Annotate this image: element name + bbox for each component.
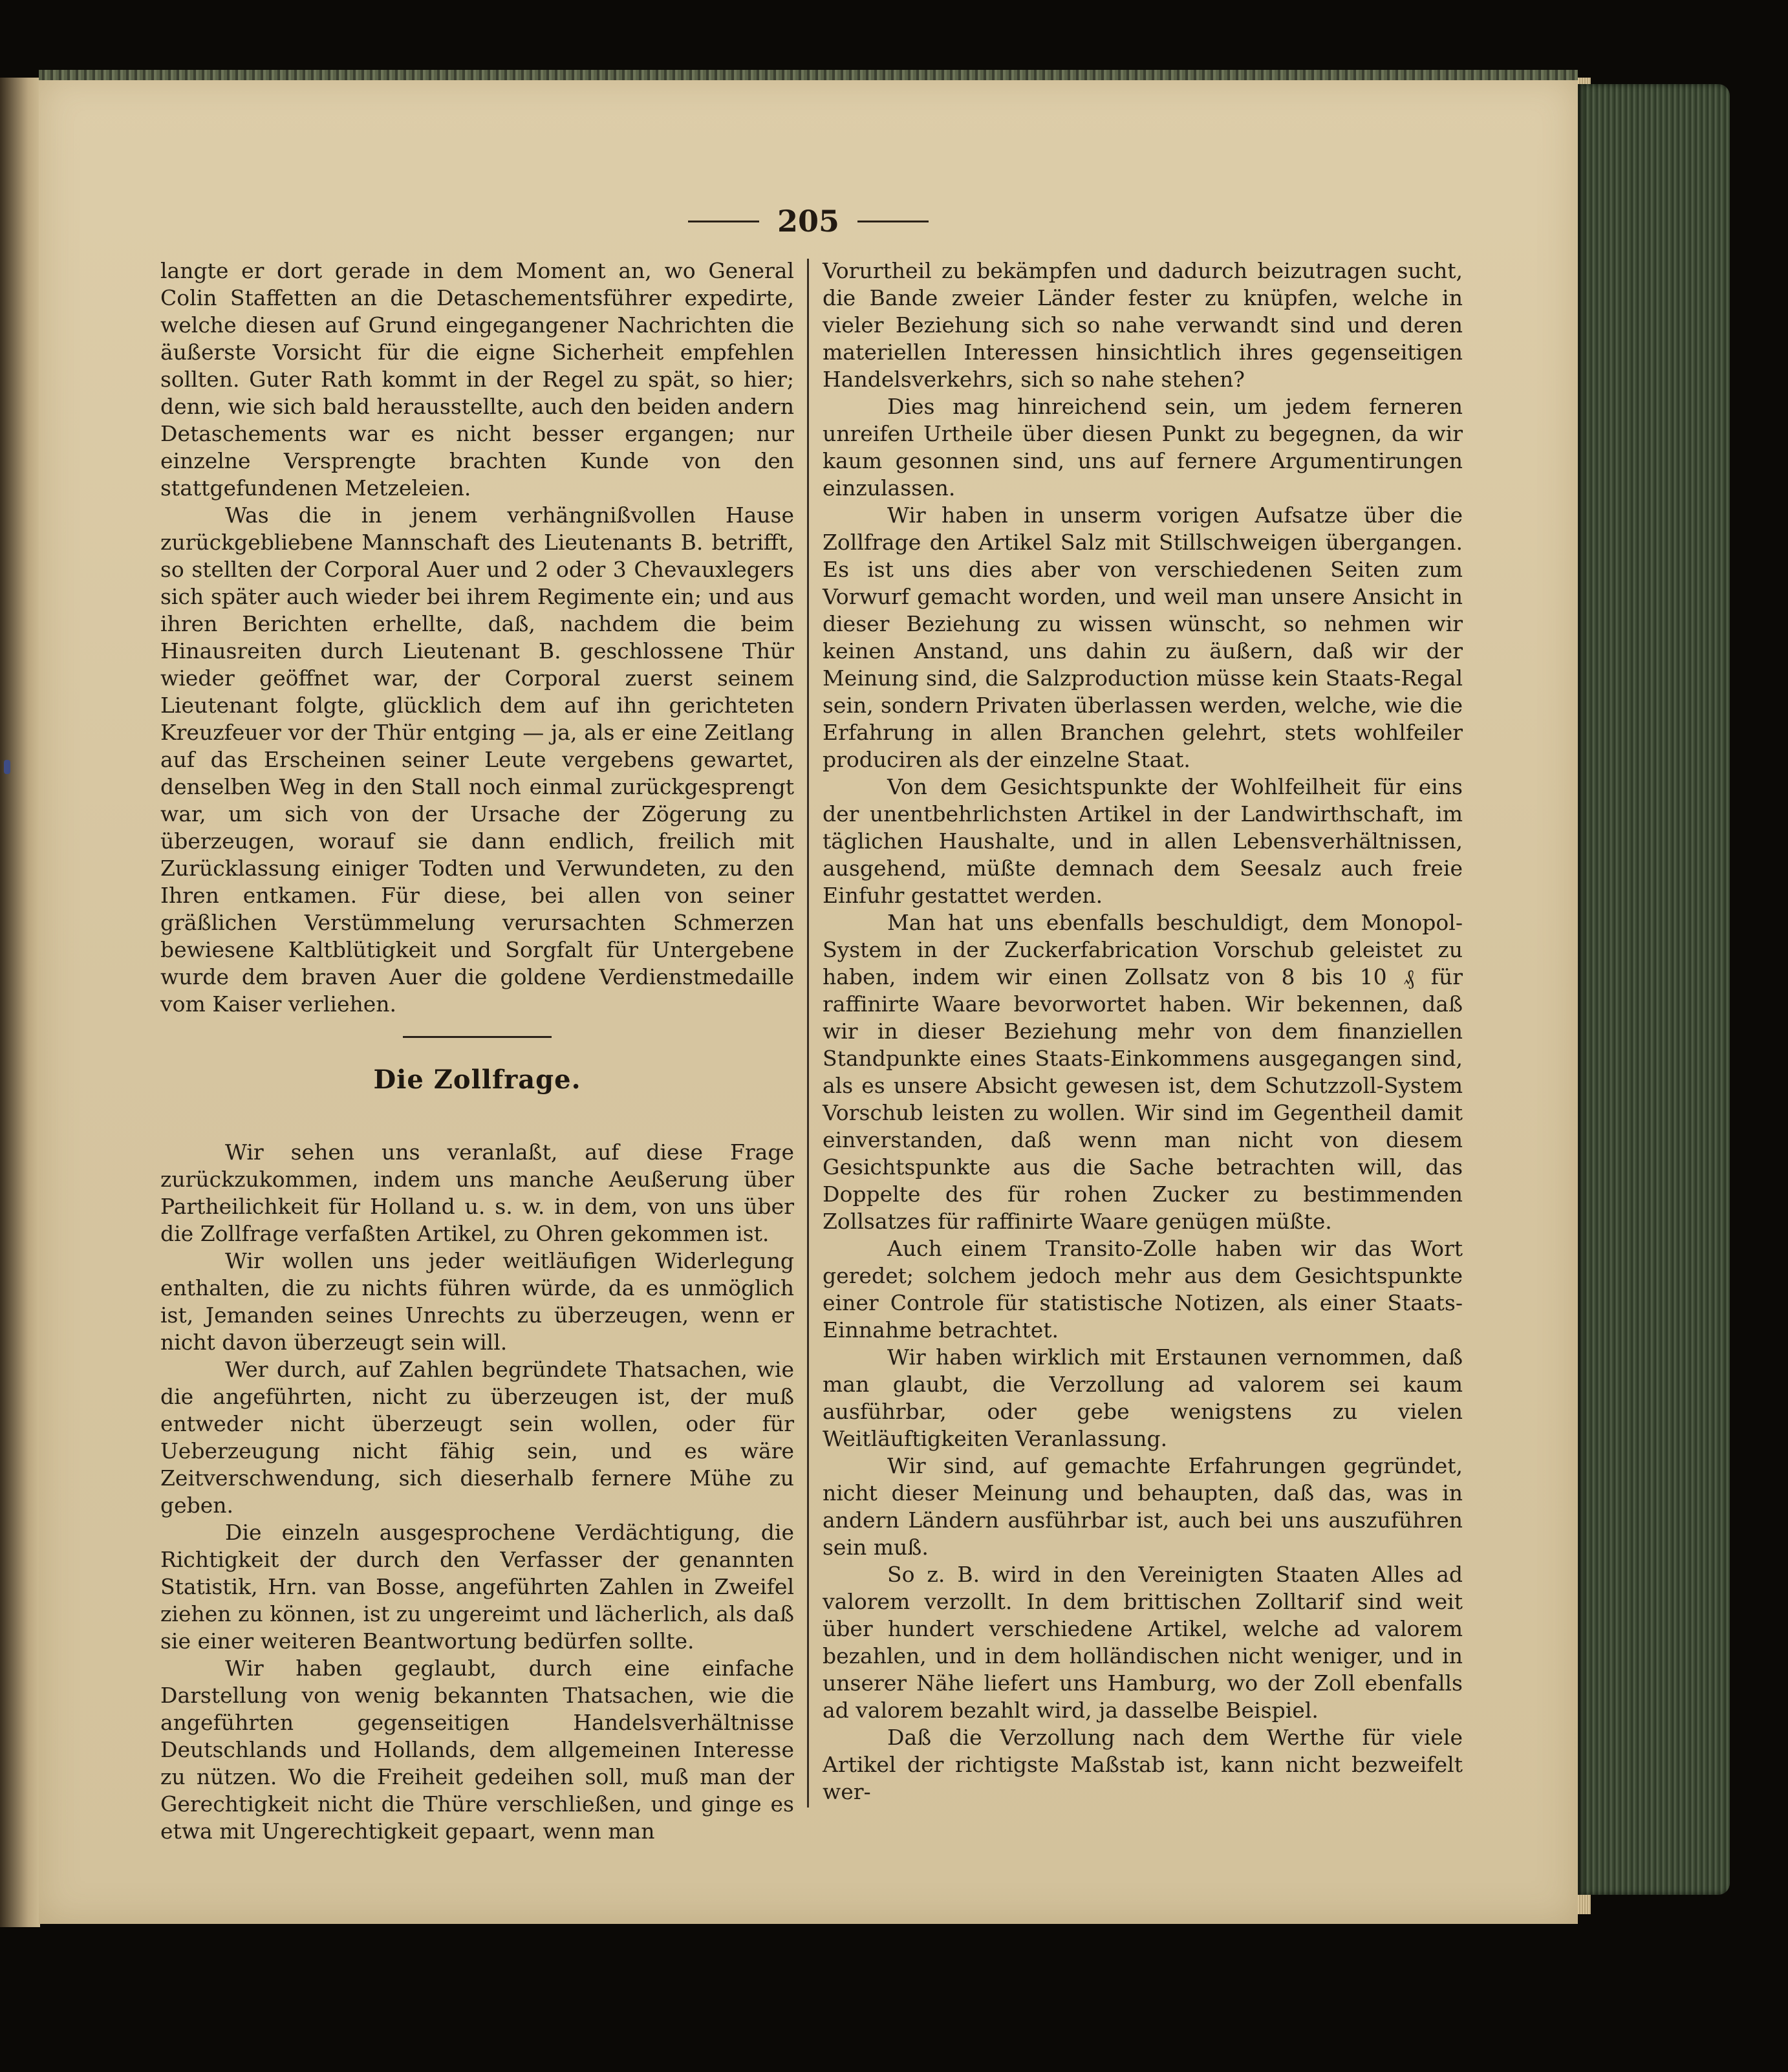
header-dash-right [857, 221, 929, 222]
paragraph: Daß die Verzollung nach dem Werthe für viele Artikel der richtigste Maßstab ist, kann nicht bezweifelt wer- [823, 1725, 1463, 1804]
section-divider [403, 1036, 552, 1038]
paragraph: Man hat uns ebenfalls beschuldigt, dem Monopol-System in der Zuckerfabrication Vorschub geleistet zu haben, indem wir einen Zollsatz von 8 bis 10 ₰ für raffinirte Waare bevorwortet haben. Wir bekennen, daß wir in dieser Beziehung mehr von dem finanziellen Standpunkte eines Staats-Einkommens ausgegangen sind, als es unsere Absicht gewesen ist, dem Schutzzoll-System Vorschub leisten zu wollen. Wir sind im Gegentheil damit einverstanden, daß wenn man nicht von diesem Gesichtspunkte aus die Sache betrachten will, das Doppelte des für rohen Zucker zu bestimmenden Zollsatzes für raffinirte Waare genügen müßte. [823, 910, 1463, 1234]
page-top-border [39, 70, 1578, 80]
right-column [823, 257, 1463, 1806]
page-header [673, 202, 944, 241]
paragraph: Wir haben geglaubt, durch eine einfache Darstellung von wenig bekannten Thatsachen, wie die angeführten gegenseitigen Handelsverhältnisse Deutschlands und Hollands, dem allgemeinen Interesse zu nützen. Wo die Freiheit gedeihen soll, muß man der Gerechtigkeit nicht die Thüre verschließen, und ginge es etwa mit Ungerechtigkeit gepaart, wenn man [160, 1656, 794, 1844]
ink-mark [4, 760, 10, 774]
paragraph: Dies mag hinreichend sein, um jedem ferneren unreifen Urtheile über diesen Punkt zu begegnen, da wir kaum gesonnen sind, uns auf fernere Argumentirungen einzulassen. [823, 394, 1463, 501]
paragraph: Was die in jenem verhängnißvollen Hause zurückgebliebene Mannschaft des Lieutenants B. betrifft, so stellten der Corporal Auer und 2 oder 3 Chevauxlegers sich später auch wieder bei ihrem Regimente ein; und aus ihren Berichten erhellte, daß, nachdem die beim Hinausreiten durch Lieutenant B. geschlossene Thür wieder geöffnet war, der Corporal zuerst seinem Lieutenant folgte, glücklich dem auf ihn gerichteten Kreuzfeuer vor der Thür entging — ja, als er eine Zeitlang auf das Erscheinen seiner Leute vergebens gewartet, denselben Weg in den Stall noch einmal zurückgesprengt war, um sich von der Ursache der Zögerung zu überzeugen, worauf sie dann endlich, freilich mit Zurücklassung einiger Todten und Verwundeten, zu den Ihren entkamen. Für diese, bei allen von seiner gräßlichen Verstümmelung verursachten Schmerzen bewiesene Kaltblütigkeit und Sorgfalt für Untergebene wurde dem braven Auer die goldene Verdienstmedaille vom Kaiser verliehen. [160, 502, 794, 1017]
paragraph: Auch einem Transito-Zolle haben wir das Wort geredet; solchem jedoch mehr aus dem Gesichtspunkte einer Controle für statistische Notizen, als einer Staats-Einnahme betrachtet. [823, 1236, 1463, 1343]
paragraph: Wir wollen uns jeder weitläufigen Widerlegung enthalten, die zu nichts führen würde, da es unmöglich ist, Jemanden seines Unrechts zu überzeugen, wenn er nicht davon überzeugt sein will. [160, 1248, 794, 1355]
marbled-fore-edge [1578, 84, 1730, 1895]
column-divider [807, 259, 809, 1808]
paragraph: Die einzeln ausgesprochene Verdächtigung, die Richtigkeit der durch den Verfasser der genannten Statistik, Hrn. van Bosse, angeführten Zahlen in Zweifel ziehen zu können, ist zu ungereimt und lächerlich, als daß sie einer weiteren Beantwortung bedürfen sollte. [160, 1520, 794, 1654]
paragraph: Wir haben in unserm vorigen Aufsatze über die Zollfrage den Artikel Salz mit Stillschweigen übergangen. Es ist uns dies aber von verschiedenen Seiten zum Vorwurf gemacht worden, und weil man unsere Ansicht in dieser Beziehung zu wissen wünscht, so nehmen wir keinen Anstand, uns dahin zu äußern, daß wir der Meinung sind, die Salzproduction müsse kein Staats-Regal sein, sondern Privaten überlassen werden, welche, wie die Erfahrung in allen Branchen gelehrt, stets wohlfeiler produciren als der einzelne Staat. [823, 502, 1463, 772]
header-dash-left [688, 221, 759, 222]
left-column [160, 257, 794, 1845]
paragraph: langte er dort gerade in dem Moment an, wo General Colin Staffetten an die Detaschementsführer expedirte, welche diesen auf Grund eingegangener Nachrichten die äußerste Vorsicht für die eigne Sicherheit empfehlen sollten. Guter Rath kommt in der Regel zu spät, so hier; denn, wie sich bald herausstellte, auch den beiden andern Detaschements war es nicht besser ergangen; nur einzelne Versprengte brachten Kunde von den stattgefundenen Metzeleien. [160, 258, 794, 501]
paragraph: Wir sind, auf gemachte Erfahrungen gegründet, nicht dieser Meinung und behaupten, daß das, was in andern Ländern ausführbar ist, auch bei uns auszuführen sein muß. [823, 1453, 1463, 1560]
paragraph: Wer durch, auf Zahlen begründete Thatsachen, wie die angeführten, nicht zu überzeugen ist, der muß entweder nicht überzeugt sein wollen, oder für Ueberzeugung nicht fähig sein, und es wäre Zeitverschwendung, sich dieserhalb fernere Mühe zu geben. [160, 1357, 794, 1518]
paragraph: Wir haben wirklich mit Erstaunen vernommen, daß man glaubt, die Verzollung ad valorem sei kaum ausführbar, oder gebe wenigstens zu vielen Weitläuftigkeiten Veranlassung. [823, 1344, 1463, 1451]
paragraph: Vorurtheil zu bekämpfen und dadurch beizutragen sucht, die Bande zweier Länder fester zu knüpfen, welche in vieler Beziehung sich so nahe verwandt sind und deren materiellen Interessen hinsichtlich ihres gegenseitigen Handelsverkehrs, sich so nahe stehen? [823, 258, 1463, 392]
article-heading: Die Zollfrage. [373, 1064, 581, 1095]
book-gutter [0, 78, 40, 1927]
paragraph: Von dem Gesichtspunkte der Wohlfeilheit für eins der unentbehrlichsten Artikel in der Landwirthschaft, im täglichen Haushalte, und in allen Lebensverhältnissen, ausgehend, müßte demnach dem Seesalz auch freie Einfuhr gestattet werden. [823, 774, 1463, 908]
page-number: 205 [777, 204, 840, 239]
paragraph: So z. B. wird in den Vereinigten Staaten Alles ad valorem verzollt. In dem brittischen Zolltarif sind weit über hundert verschiedene Artikel, welche ad valorem bezahlen, und in dem holländischen nicht weniger, und in unserer Nähe liefert uns Hamburg, wo der Zoll ebenfalls ad valorem bezahlt wird, ja dasselbe Beispiel. [823, 1562, 1463, 1723]
paragraph: Wir sehen uns veranlaßt, auf diese Frage zurückzukommen, indem uns manche Aeußerung über Partheilichkeit für Holland u. s. w. in dem, von uns über die Zollfrage verfaßten Artikel, zu Ohren gekommen ist. [160, 1139, 794, 1246]
